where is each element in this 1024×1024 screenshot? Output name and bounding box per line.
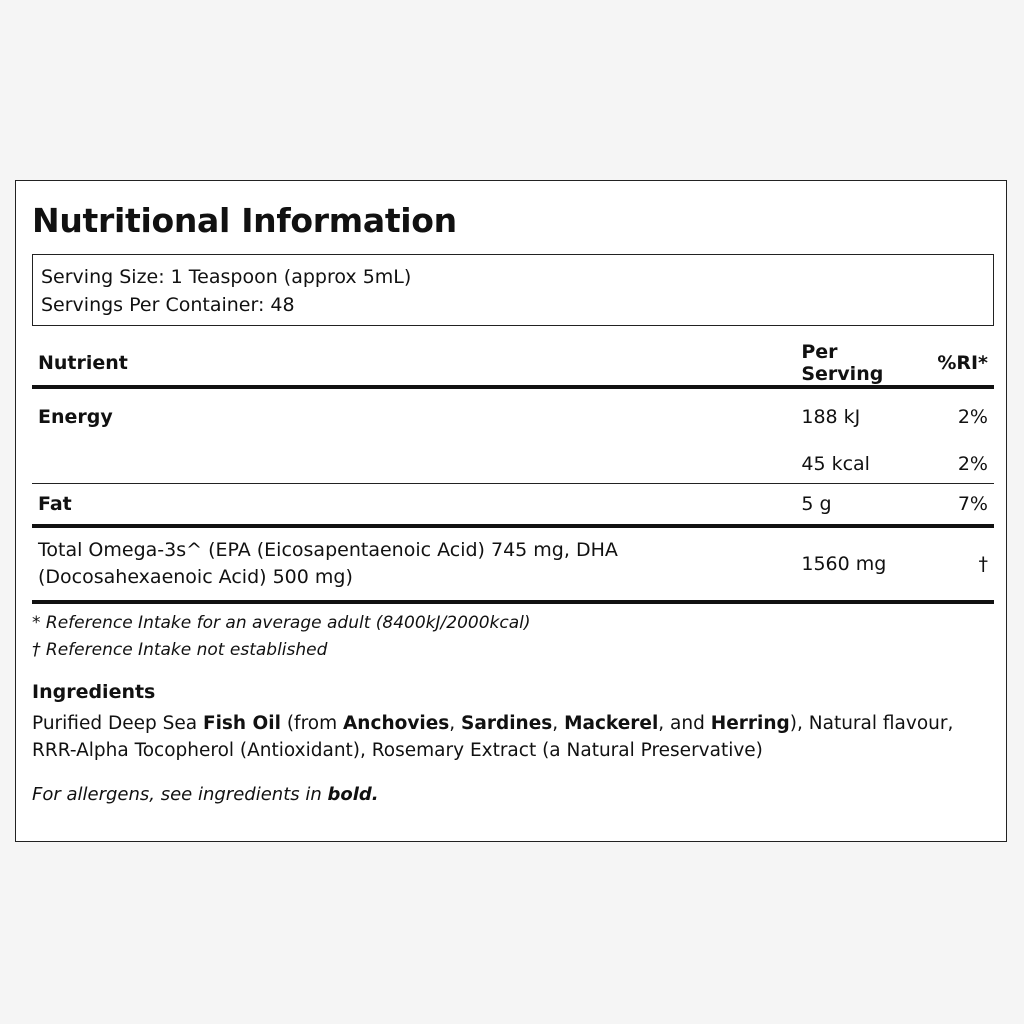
- ingredients-heading: Ingredients: [32, 681, 156, 703]
- ingredients-text-part: ,: [449, 713, 462, 734]
- table-header-row: [32, 341, 994, 387]
- header-nutrient: Nutrient: [32, 341, 795, 387]
- nutrition-table: [32, 341, 994, 604]
- header-per-serving: Per Serving: [795, 341, 922, 387]
- table-row-omega: [32, 526, 994, 602]
- ingredients-text-part: ), Natural flavour, RRR-Alpha Tocopherol (Antioxidant), Rosemary Extract (a Natural Preservative): [32, 713, 954, 761]
- ingredient-anchovies: Anchovies: [342, 713, 450, 734]
- ingredient-herring: Herring: [710, 713, 790, 734]
- energy-kcal-value: 45 kcal: [795, 445, 922, 484]
- ingredients-text-part: Purified Deep Sea: [32, 713, 203, 734]
- table-row-fat: [32, 484, 994, 527]
- ingredients-text: [32, 710, 992, 764]
- ingredients-text-part: (from: [280, 713, 343, 734]
- ingredient-mackerel: Mackerel: [564, 713, 659, 734]
- omega-value: 1560 mg: [795, 526, 922, 602]
- energy-kj-value: 188 kJ: [801, 406, 861, 428]
- nutrient-fat-label: Fat: [32, 484, 795, 527]
- energy-kj-ri: 2%: [957, 406, 988, 428]
- allergen-note: [32, 784, 379, 805]
- omega-ri: †: [922, 526, 994, 602]
- table-row-energy-kcal: [32, 445, 994, 484]
- serving-size: Serving Size: 1 Teaspoon (approx 5mL): [41, 266, 412, 288]
- footnote-ri: * Reference Intake for an average adult (8400kJ/2000kcal): [32, 613, 531, 633]
- ingredients-text-part: , and: [658, 713, 711, 734]
- servings-per-container: Servings Per Container: 48: [41, 294, 295, 316]
- allergen-note-prefix: For allergens, see ingredients in: [32, 784, 328, 805]
- header-ri: %RI*: [922, 341, 994, 387]
- table-row-energy-kj: [32, 387, 994, 445]
- footnote-not-established: † Reference Intake not established: [32, 640, 328, 660]
- energy-kcal-ri: 2%: [922, 445, 994, 484]
- serving-info-box: [32, 254, 994, 326]
- fat-ri: 7%: [922, 484, 994, 527]
- nutrient-omega-label: Total Omega-3s^ (EPA (Eicosapentaenoic Acid) 745 mg, DHA (Docosahexaenoic Acid) 500 mg): [32, 526, 795, 602]
- ingredients-text-part: ,: [552, 713, 565, 734]
- fat-value: 5 g: [795, 484, 922, 527]
- nutrition-panel: [15, 180, 1007, 842]
- footnotes: [32, 610, 531, 664]
- nutrient-energy-label: Energy: [38, 406, 113, 428]
- allergen-note-emphasis: bold.: [327, 784, 379, 805]
- ingredient-fish-oil: Fish Oil: [202, 713, 281, 734]
- ingredient-sardines: Sardines: [461, 713, 553, 734]
- page-title: Nutritional Information: [32, 201, 457, 240]
